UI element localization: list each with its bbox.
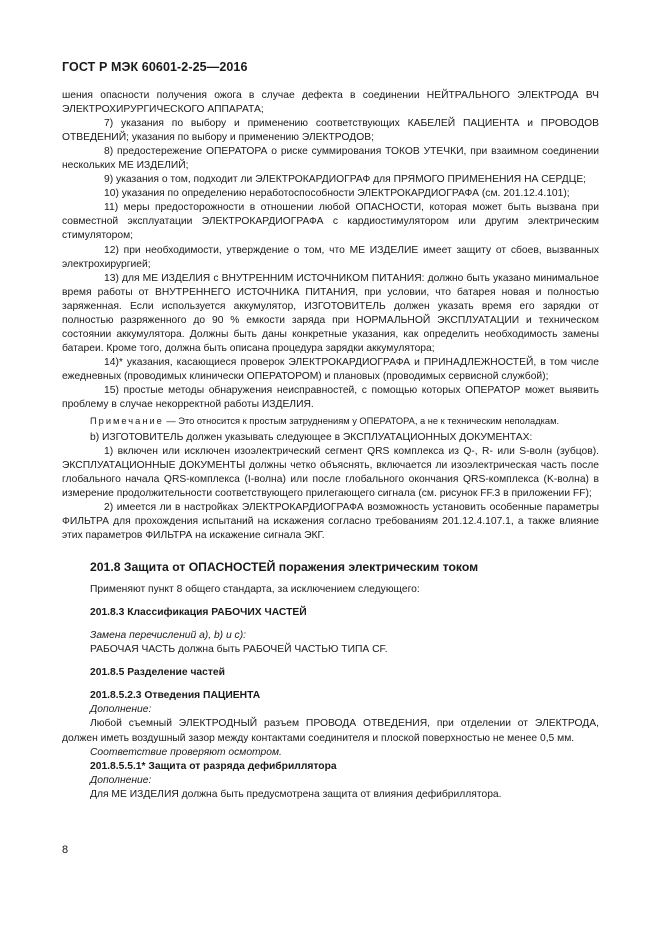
section-201-8-3-amend: Замена перечислений a), b) и c): [90,630,246,642]
section-201-8-5-heading: 201.8.5 Разделение частей [90,667,225,679]
list-item-7: 7) указания по выбору и применению соответствующих КАБЕЛЕЙ ПАЦИЕНТА и ПРОВОДОВ ОТВЕДЕНИЙ; указания по выбору и применению ЭЛЕКТРОДОВ; [62,118,599,144]
list-item-13: 13) для МЕ ИЗДЕЛИЯ с ВНУТРЕННИМ ИСТОЧНИКОМ ПИТАНИЯ: должно быть указано минимальное время работы от ВНУТРЕННЕГО ИСТОЧНИКА ПИТАНИЯ, при условии, что батарея новая и полностью заряженная. Если используется аккумулятор, ИЗГОТОВИТЕЛЬ должен указать время его зарядки от полностью разряженного до 90 % емкости заряда при НОРМАЛЬНОЙ ЭКСПЛУАТАЦИИ и техническом состоянии аккумулятора. Должны быть даны конкретные указания, как определить необходимость замены батареи. Кроме того, должна быть описана процедура зарядки аккумулятора; [62,272,599,354]
section-201-8-5-2-3-text: Любой съемный ЭЛЕКТРОДНЫЙ разъем ПРОВОДА ОТВЕДЕНИЯ, при отделении от ЭЛЕКТРОДА, должен иметь воздушный зазор между контактами соединителя и плоской поверхностью не менее 0,5 мм. [62,718,599,744]
list-item-b-1: 1) включен или исключен изоэлектрический сегмент QRS комплекса из Q-, R- или S-волн (зубцов). ЭКСПЛУАТАЦИОННЫЕ ДОКУМЕНТЫ должны четко объяснять, включается ли изоэлектрическая часть после глобального начала QRS-комплекса (I-волна) или после глобального окончания QRS-комплекса (K-волна) в измерение продолжительности соответствующего прилегающего сигнала (см. рисунок FF.3 в приложении FF); [62,446,599,500]
note-label: Примечание [90,416,164,427]
list-item-11: 11) меры предосторожности в отношении любой ОПАСНОСТИ, которая может быть вызвана при совместной эксплуатации ЭЛЕКТРОКАРДИОГРАФА с кардиостимулятором или другим электрическим стимулятором; [62,202,599,242]
standard-header: ГОСТ Р МЭК 60601-2-25—2016 [62,60,248,74]
list-item-15: 15) простые методы обнаружения неисправностей, с помощью которых ОПЕРАТОР может выявить проблему в случае некорректной работы ИЗДЕЛИЯ. [62,384,599,411]
note-text: — Это относится к простым затруднениям у ОПЕРАТОРА, а не к техническим неполадкам. [163,416,560,427]
section-201-8-5-5-1-text: Для МЕ ИЗДЕЛИЯ должна быть предусмотрена защита от влияния дефибриллятора. [90,788,502,800]
document-body [62,89,599,802]
section-201-8-5-5-1-addition: Дополнение: [90,774,152,786]
list-item-12: 12) при необходимости, утверждение о том, что МЕ ИЗДЕЛИЕ имеет защиту от сбоев, вызванных электрохирургией; [62,244,599,270]
list-item-14: 14)* указания, касающиеся проверок ЭЛЕКТРОКАРДИОГРАФА и ПРИНАДЛЕЖНОСТЕЙ, в том числе ежедневных (проводимых клинически ОПЕРАТОРОМ) и плановых (проводимых сервисной службой); [62,356,599,382]
list-item-10: 10) указания по определению неработоспособности ЭЛЕКТРОКАРДИОГРАФА (см. 201.12.4.101); [104,188,570,200]
section-201-8-intro: Применяют пункт 8 общего стандарта, за исключением следующего: [90,584,420,596]
list-item-b-2: 2) имеется ли в настройках ЭЛЕКТРОКАРДИОГРАФА возможность установить особенные параметры ФИЛЬТРА для прохождения испытаний на искажения согласно требованиям 201.12.4.107.1, а также влияние этих параметров ФИЛЬТРА на искажение сигнала ЭКГ. [62,502,599,542]
section-201-8-3-heading: 201.8.3 Классификация РАБОЧИХ ЧАСТЕЙ [90,607,307,619]
section-201-8-3-text: РАБОЧАЯ ЧАСТЬ должна быть РАБОЧЕЙ ЧАСТЬЮ ТИПА CF. [90,644,388,656]
section-201-8-5-5-1-heading: 201.8.5.5.1* Защита от разряда дефибриллятора [90,760,337,772]
paragraph-continuation: шения опасности получения ожога в случае дефекта в соединении НЕЙТРАЛЬНОГО ЭЛЕКТРОДА ВЧ ЭЛЕКТРОХИРУРГИЧЕСКОГО АППАРАТА; [62,90,599,116]
list-item-b: b) ИЗГОТОВИТЕЛЬ должен указывать следующее в ЭКСПЛУАТАЦИОННЫХ ДОКУМЕНТАХ: [90,432,533,444]
note [62,415,599,428]
section-201-8-5-2-3-compliance: Соответствие проверяют осмотром. [90,746,282,758]
section-201-8-heading: 201.8 Защита от ОПАСНОСТЕЙ поражения электрическим током [90,560,479,575]
page-number: 8 [62,844,69,856]
list-item-8: 8) предостережение ОПЕРАТОРА о риске суммирования ТОКОВ УТЕЧКИ, при взаимном соединении нескольких МЕ ИЗДЕЛИЙ; [62,146,599,172]
list-item-9: 9) указания о том, подходит ли ЭЛЕКТРОКАРДИОГРАФ для ПРЯМОГО ПРИМЕНЕНИЯ НА СЕРДЦЕ; [104,174,587,186]
section-201-8-5-2-3-addition: Дополнение: [90,704,152,716]
section-201-8-5-2-3-heading: 201.8.5.2.3 Отведения ПАЦИЕНТА [90,690,261,702]
